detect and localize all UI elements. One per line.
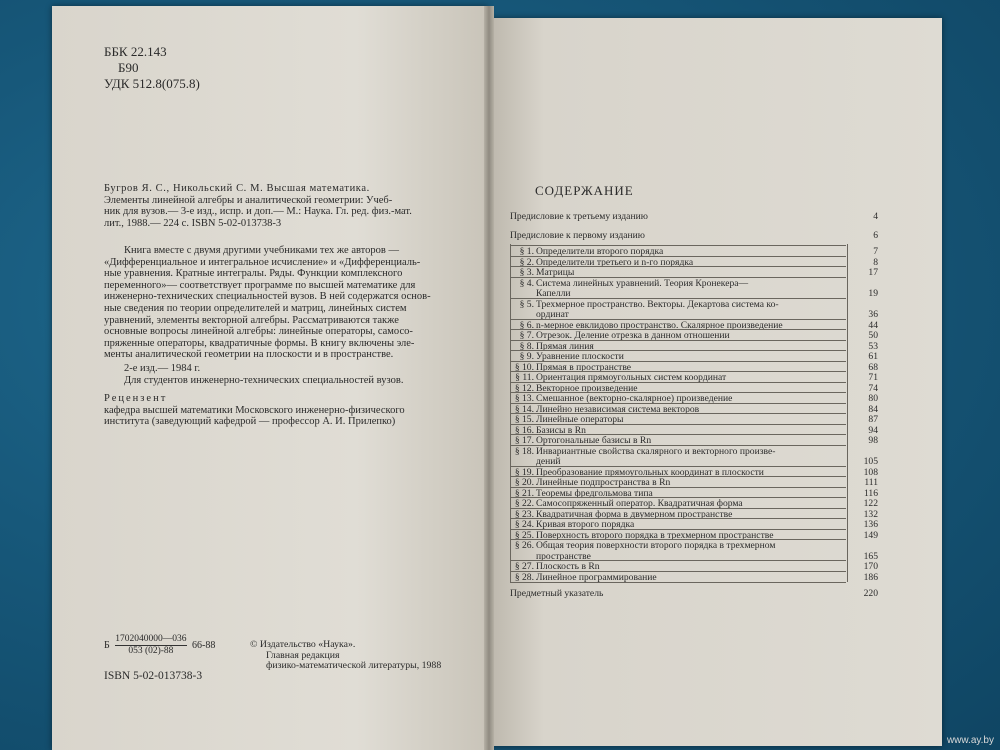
toc-entry-title: дений	[536, 456, 561, 467]
toc-section-number: § 24.	[514, 519, 534, 530]
toc-section-number: § 21.	[514, 487, 534, 499]
toc-page-number: 84	[868, 403, 878, 415]
toc-entry-title: Капелли	[536, 288, 571, 299]
annotation-line: переменного»— соответствует программе по высшей математике для	[104, 279, 416, 291]
toc-page-number: 136	[863, 519, 878, 530]
toc-section-number: § 1.	[519, 246, 534, 257]
udk-code: УДК 512.8(075.8)	[104, 76, 200, 91]
toc-entry-title: Ориентация прямоугольных систем координат	[536, 372, 727, 383]
toc-entry-title: ординат	[536, 309, 569, 320]
annotation-line: Книга вместе с двумя другими учебниками тех же авторов —	[124, 245, 399, 256]
biblio-line: лит., 1988.— 224 с. ISBN 5-02-013738-3	[104, 217, 282, 229]
reviewer-label: Рецензент	[104, 393, 168, 404]
book-spine-gutter	[484, 6, 494, 750]
toc-page-number: 50	[868, 330, 878, 341]
toc-section-number: § 3.	[519, 267, 534, 278]
toc-page-number: 8	[873, 256, 878, 268]
annotation-line: менты аналитической геометрии на плоскости и в пространстве.	[104, 349, 394, 361]
toc-entry-title: Линейные подпространства в Rn	[536, 477, 671, 488]
toc-entry-title: Квадратичная форма в двумерном пространстве	[536, 508, 733, 520]
toc-section-number: § 16.	[514, 424, 534, 436]
toc-section-number: § 22.	[514, 498, 534, 509]
b-code: Б90	[118, 60, 139, 75]
classification-block	[104, 44, 200, 92]
toc-section-number: § 18.	[514, 445, 534, 457]
toc-page-number: 105	[863, 456, 878, 467]
toc-entry-title: Поверхность второго порядка в трехмерном пространстве	[536, 529, 774, 541]
copyright-line-2: Главная редакция	[266, 649, 340, 661]
annotation-line: уравнений, элементы векторной алгебры. Рассматриваются также	[104, 314, 399, 326]
reviewer-block	[104, 393, 476, 428]
code-denominator: 053 (02)-88	[128, 646, 174, 656]
toc-page-number: 108	[863, 466, 878, 478]
publication-code	[104, 634, 215, 657]
toc-entry-title: Предисловие к первому изданию	[510, 230, 645, 241]
toc-page-number: 170	[863, 561, 878, 572]
toc-page-number: 122	[863, 498, 878, 509]
code-prefix: Б	[104, 639, 110, 651]
toc-entry-title: Преобразование прямоугольных координат в плоскости	[536, 466, 764, 478]
toc-section-number: § 25.	[514, 529, 534, 541]
toc-entry-title: Ортогональные базисы в Rn	[536, 435, 652, 446]
toc-entry-title: Смешанное (векторно-скалярное) произведение	[536, 393, 733, 404]
annotation-line: основные вопросы линейной алгебры: линейные операторы, самосо-	[104, 326, 413, 338]
toc-entry-title: Определители третьего и n-го порядка	[536, 256, 694, 268]
toc-section-number: § 17.	[514, 435, 534, 446]
toc-section-number: § 14.	[514, 403, 534, 415]
toc-title: СОДЕРЖАНИЕ	[535, 183, 634, 198]
toc-page-number: 6	[873, 230, 878, 241]
toc-entry-title: Линейное программирование	[536, 571, 657, 583]
toc-entry-title: Базисы в Rn	[536, 424, 586, 436]
toc-page-number: 19	[868, 288, 878, 299]
toc-page-number: 44	[868, 319, 878, 331]
toc-page-number: 80	[868, 393, 878, 404]
toc-page-number: 149	[863, 529, 878, 541]
bbk-code: ББК 22.143	[104, 44, 167, 59]
toc-page-number: 186	[863, 571, 878, 583]
toc-entry-title: Предисловие к третьему изданию	[510, 211, 648, 222]
toc-section-number: § 2.	[519, 256, 534, 268]
annotation-line: «Дифференциальное и интегральное исчисление» и «Дифференциаль-	[104, 256, 421, 268]
reviewer-line-1: кафедра высшей математики Московского инженерно-физического	[104, 404, 405, 416]
toc-page-number: 4	[873, 211, 878, 222]
toc-section-number: § 11.	[515, 372, 534, 383]
toc-page-number: 74	[868, 382, 878, 394]
toc-entry-title: Матрицы	[536, 267, 575, 278]
toc-section-number: § 4.	[519, 277, 534, 289]
annotation-line: ные сведения по теории определителей и матриц, линейных систем	[104, 302, 407, 314]
toc-section-number: § 26.	[514, 540, 534, 551]
toc-page-number: 17	[868, 267, 878, 278]
toc-entry-title: Уравнение плоскости	[536, 351, 624, 362]
biblio-line: Бугров Я. С., Никольский С. М. Высшая математика.	[104, 183, 370, 194]
toc-page-number: 36	[868, 309, 878, 320]
toc-page-number: 53	[868, 340, 878, 352]
toc-section-number: § 27.	[514, 561, 534, 572]
toc-entry-title: Предметный указатель	[510, 588, 604, 599]
toc-entry-title: Прямая в пространстве	[536, 361, 632, 373]
toc-entry-title: Отрезок. Деление отрезка в данном отношении	[536, 330, 730, 341]
biblio-line: Элементы линейной алгебры и аналитической геометрии: Учеб-	[104, 194, 393, 206]
copyright-line-3: физико-математической литературы, 1988	[266, 660, 442, 671]
toc-page-number: 98	[868, 435, 878, 446]
toc-section-number: § 6.	[519, 319, 534, 331]
watermark: www.ay.by	[946, 735, 994, 746]
toc-section-number: § 9.	[519, 351, 534, 362]
toc-section-number: § 20.	[514, 477, 534, 488]
biblio-line: ник для вузов.— 3-е изд., испр. и доп.— М.: Наука. Гл. ред. физ.-мат.	[104, 206, 412, 218]
annotation-line: пряженные операторы, квадратичные формы. В книгу включены эле-	[104, 337, 415, 349]
toc-page-number: 220	[863, 588, 878, 599]
toc-page-number: 165	[863, 550, 878, 562]
toc-entry-title: n-мерное евклидово пространство. Скалярное произведение	[536, 319, 783, 331]
toc-page-number: 61	[868, 351, 878, 362]
toc-entry-title: Прямая линия	[536, 340, 594, 352]
toc-entry-title: Инвариантные свойства скалярного и векторного произве-	[536, 445, 776, 457]
toc-page-number: 116	[863, 487, 878, 499]
toc-entry-title: Теоремы фредгольмова типа	[536, 487, 653, 499]
toc-section-number: § 10.	[514, 361, 534, 373]
toc-page-number: 94	[868, 424, 878, 436]
toc-entry-title: Определители второго порядка	[536, 246, 664, 257]
reviewer-line-2: института (заведующий кафедрой — профессор А. И. Прилепко)	[104, 416, 396, 428]
toc-entry-title: Плоскость в Rn	[536, 561, 600, 572]
bibliographic-record	[104, 183, 476, 229]
annotation-line: инженерно-технических специальностей вузов. В ней содержатся основ-	[104, 291, 431, 303]
toc-entry-title: Линейно независимая система векторов	[536, 403, 700, 415]
toc-entry-title: Трехмерное пространство. Векторы. Декартова система ко-	[536, 298, 779, 310]
toc-entry-title: Линейные операторы	[536, 414, 624, 425]
annotation	[104, 245, 472, 386]
toc-section-number: § 23.	[514, 508, 534, 520]
toc-section-number: § 19.	[514, 466, 534, 478]
toc-page-number: 111	[864, 477, 878, 488]
toc-entry-title: Система линейных уравнений. Теория Кронекера—	[536, 277, 749, 289]
code-numerator: 1702040000—036	[115, 634, 187, 644]
toc-entry-title: пространстве	[536, 550, 591, 562]
toc-entry-title: Кривая второго порядка	[536, 519, 635, 530]
toc-section-number: § 13.	[514, 393, 534, 404]
toc-page-number: 7	[873, 246, 878, 257]
toc-entry-title: Самосопряженный оператор. Квадратичная форма	[536, 498, 743, 509]
annotation-line: 2-е изд.— 1984 г.	[124, 362, 201, 374]
toc-page-number: 87	[868, 414, 878, 425]
toc-page-number: 71	[868, 372, 878, 383]
toc-section-number: § 28.	[514, 571, 534, 583]
toc-section-number: § 8.	[519, 340, 534, 352]
copyright-line-1: © Издательство «Наука».	[250, 639, 356, 650]
toc-entry-title: Общая теория поверхности второго порядка в трехмерном	[536, 540, 776, 551]
isbn: ISBN 5-02-013738-3	[104, 670, 203, 682]
annotation-line: ные уравнения. Кратные интегралы. Ряды. Функции комплексного	[104, 268, 403, 280]
toc-entry-title: Векторное произведение	[536, 382, 638, 394]
code-suffix: 66-88	[192, 639, 216, 651]
toc-page-number: 132	[863, 508, 878, 520]
toc-section-number: § 12.	[514, 382, 534, 394]
toc-row-divider	[510, 582, 846, 583]
code-fraction	[115, 634, 186, 657]
toc-section-number: § 7.	[519, 330, 534, 341]
copyright-block	[250, 640, 441, 672]
toc-section-number: § 5.	[519, 298, 534, 310]
toc-section-number: § 15.	[514, 414, 534, 425]
toc-page-number: 68	[868, 361, 878, 373]
annotation-line: Для студентов инженерно-технических специальностей вузов.	[124, 374, 404, 386]
